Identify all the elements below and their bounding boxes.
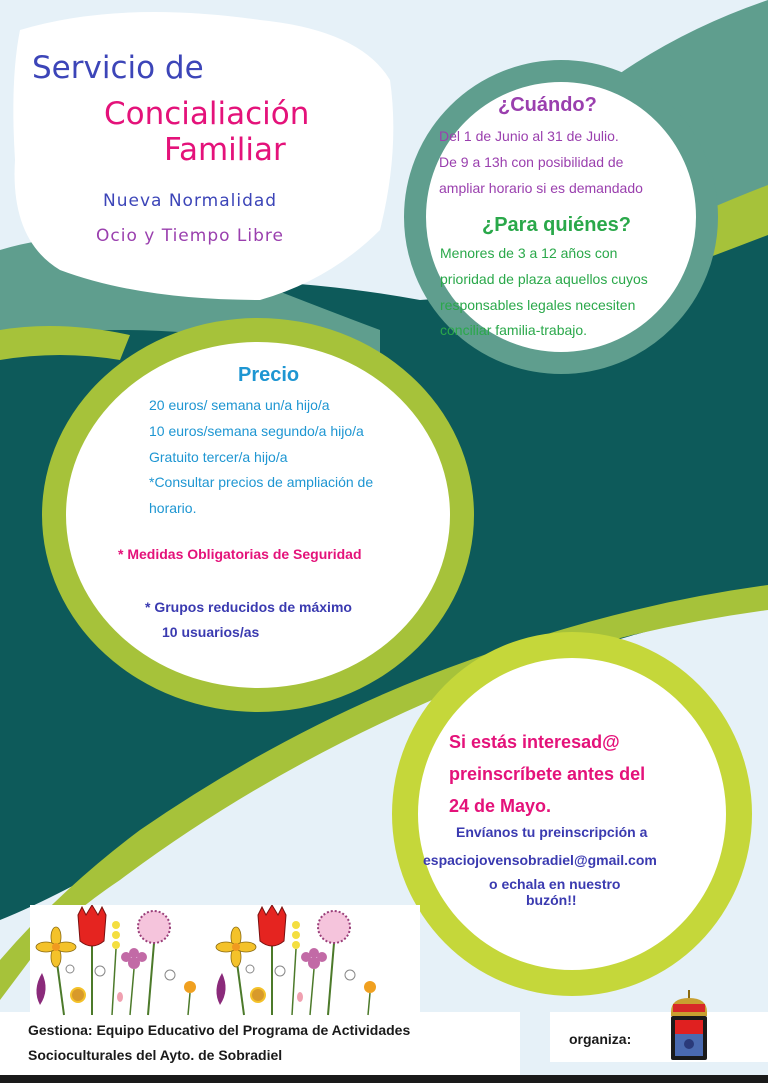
title-line-2: Concialiación	[104, 96, 310, 132]
para-quienes-line-2: prioridad de plaza aquellos cuyos	[440, 271, 648, 287]
precio-line-5: horario.	[149, 500, 197, 516]
organiza-label: organiza:	[569, 1031, 632, 1047]
precio-line-2: 10 euros/semana segundo/a hijo/a	[149, 423, 364, 439]
inscripcion-line-1: Si estás interesad@	[449, 732, 620, 752]
cuando-line-3: ampliar horario si es demandado	[439, 180, 643, 196]
title-line-1: Servicio de	[32, 50, 204, 86]
medidas-seguridad: * Medidas Obligatorias de Seguridad	[118, 546, 362, 562]
email-link[interactable]: espaciojovensobradiel@gmail.com	[423, 852, 657, 868]
coat-of-arms-icon	[667, 990, 711, 1062]
grupos-line-1: * Grupos reducidos de máximo	[145, 599, 352, 615]
grupos-line-2: 10 usuarios/as	[162, 624, 260, 640]
precio-heading: Precio	[238, 364, 300, 386]
gestiona-line-1: Gestiona: Equipo Educativo del Programa de Actividades	[28, 1022, 411, 1038]
envianos-text: Envíanos tu preinscripción a	[456, 824, 648, 840]
title-line-3: Familiar	[164, 132, 286, 168]
para-quienes-line-4: conciliar familia-trabajo.	[440, 322, 588, 338]
subtitle-ocio: Ocio y Tiempo Libre	[96, 226, 284, 246]
subtitle-nueva-normalidad: Nueva Normalidad	[103, 191, 278, 211]
buzon-line-1: o echala en nuestro	[489, 876, 621, 892]
inscripcion-circle	[392, 632, 752, 996]
cuando-line-2: De 9 a 13h con posibilidad de	[439, 154, 624, 170]
cuando-line-1: Del 1 de Junio al 31 de Julio.	[439, 128, 619, 144]
para-quienes-heading: ¿Para quiénes?	[482, 214, 631, 236]
gestiona-line-2: Socioculturales del Ayto. de Sobradiel	[28, 1047, 283, 1063]
precio-line-3: Gratuito tercer/a hijo/a	[149, 449, 288, 465]
para-quienes-line-3: responsables legales necesiten	[440, 297, 636, 313]
precio-line-1: 20 euros/ semana un/a hijo/a	[149, 397, 330, 413]
precio-line-4: *Consultar precios de ampliación de	[149, 474, 374, 490]
cuando-heading: ¿Cuándo?	[498, 94, 597, 116]
para-quienes-line-1: Menores de 3 a 12 años con	[440, 245, 618, 261]
inscripcion-line-2: preinscríbete antes del	[449, 764, 646, 784]
flowers-illustration	[30, 905, 420, 1017]
inscripcion-line-3: 24 de Mayo.	[449, 796, 552, 816]
buzon-line-2: buzón!!	[526, 892, 577, 908]
